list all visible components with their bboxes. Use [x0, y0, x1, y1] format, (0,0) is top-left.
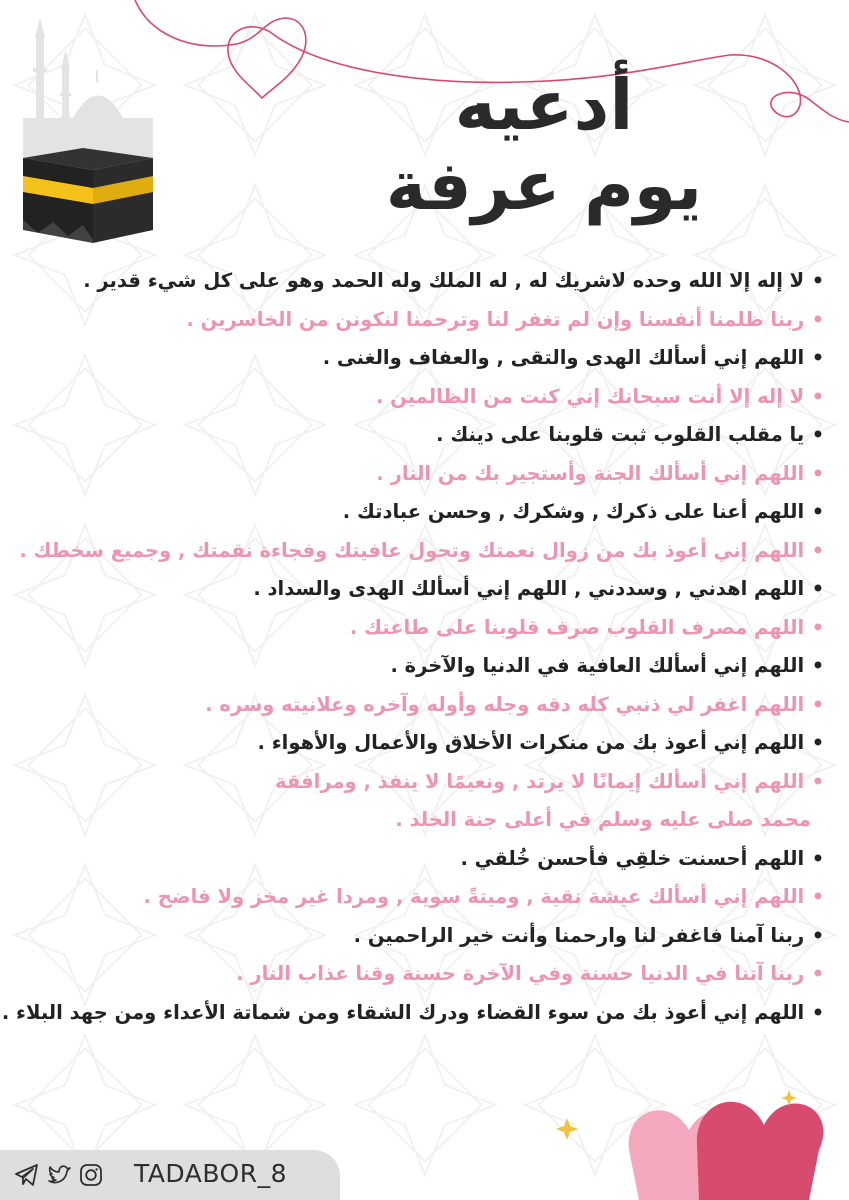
dua-item: • يا مقلب القلوب ثبت قلوبنا على دينك . — [436, 423, 825, 446]
dua-item: • اللهم إني أسألك الجنة وأستجير بك من النار . — [376, 461, 825, 485]
account-handle[interactable]: TADABOR_8 — [134, 1159, 288, 1188]
dua-item: • اللهم إني أعوذ بك من منكرات الأخلاق والأعمال والأهواء . — [257, 731, 825, 754]
dua-item-continuation: محمد صلى عليه وسلم في أعلى جنة الخلد . — [395, 808, 811, 831]
dua-item: • اللهم إني أسألك إيمانًا لا يرتد , ونعيمًا لا ينفذ , ومرافقة — [275, 769, 825, 793]
telegram-icon[interactable] — [14, 1162, 40, 1188]
duas-list — [1, 262, 825, 1032]
title-line-1: أدعيه — [454, 64, 634, 146]
dua-item: • اللهم مصرف القلوب صرف قلوبنا على طاعتك . — [349, 615, 825, 639]
dua-item: • اللهم اهدني , وسددني , اللهم إني أسألك الهدى والسداد . — [253, 577, 825, 600]
twitter-icon[interactable] — [46, 1162, 72, 1188]
dua-item: • اللهم إني أسألك عيشة نقية , وميتةً سوية , ومردا غير مخز ولا فاضح . — [143, 885, 825, 908]
dua-item: • ربنا آمنا فاغفر لنا وارحمنا وأنت خير الراحمين . — [353, 923, 825, 947]
dua-item: • اللهم إني أعوذ بك من سوء القضاء ودرك الشقاء ومن شماتة الأعداء ومن جهد البلاء . — [1, 1000, 825, 1024]
dua-item: • ربنا ظلمنا أنفسنا وإن لم تغفر لنا وترحمنا لنكونن من الخاسرين . — [186, 307, 825, 331]
kaaba-mosque-icon — [18, 8, 158, 248]
dua-item: • اللهم إني أسألك العافية في الدنيا والآخرة . — [390, 654, 825, 677]
dua-item: • لا إله إلا الله وحده لاشريك له , له الملك وله الحمد وهو على كل شيء قدير . — [83, 269, 825, 292]
social-icons — [14, 1162, 104, 1188]
dua-item: • اللهم أحسنت خلقِي فأحسن خُلقي . — [460, 846, 825, 870]
hearts-decoration — [519, 1090, 829, 1200]
page-title — [334, 64, 754, 228]
dua-item: • اللهم إني أعوذ بك من زوال نعمتك وتحول عافيتك وفجاءة نقمتك , وجميع سخطك . — [19, 538, 825, 562]
title-line-2: يوم عرفة — [385, 147, 703, 226]
dua-item: • ربنا آتنا في الدنيا حسنة وفي الآخرة حسنة وقنا عذاب النار . — [236, 962, 825, 985]
dua-item: • اللهم أعنا على ذكرك , وشكرك , وحسن عبادتك . — [342, 500, 825, 523]
instagram-icon[interactable] — [78, 1162, 104, 1188]
social-footer — [0, 1150, 340, 1200]
dua-item: • اللهم اغفر لي ذنبي كله دقه وجله وأوله وآخره وعلانيته وسره . — [205, 692, 825, 716]
dua-item: • لا إله إلا أنت سبحانك إني كنت من الظالمين . — [375, 384, 825, 408]
dua-item: • اللهم إني أسألك الهدى والتقى , والعفاف والغنى . — [322, 346, 825, 369]
